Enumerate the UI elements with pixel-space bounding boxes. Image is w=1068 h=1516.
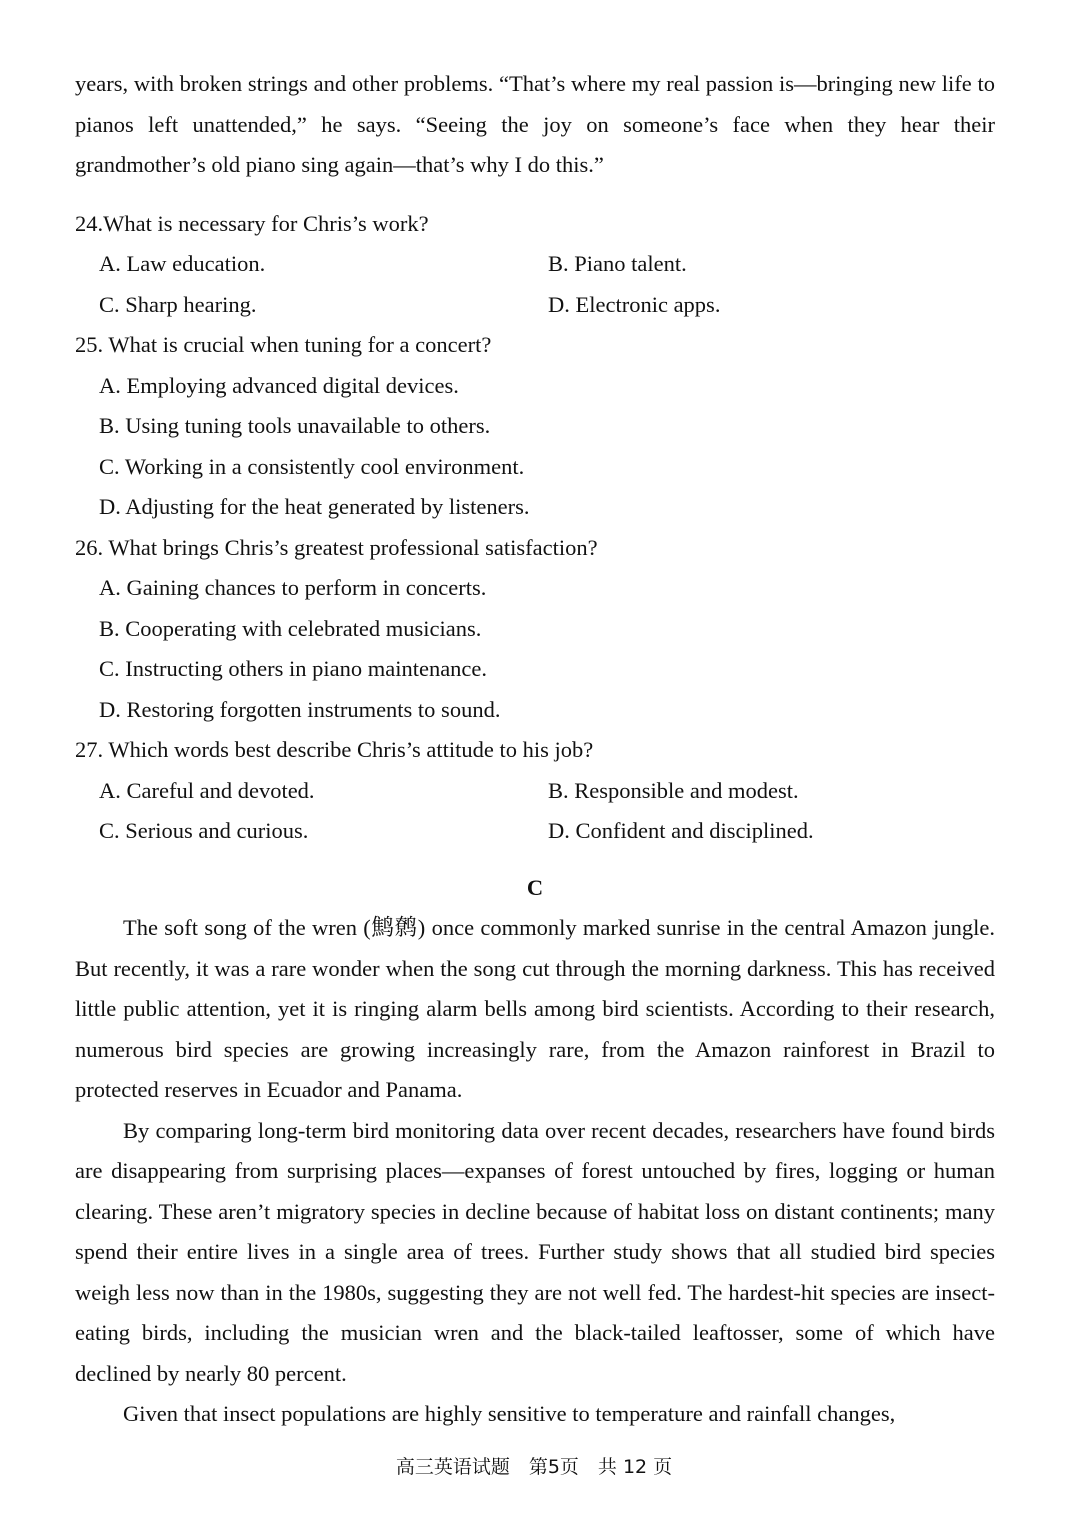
option-b[interactable]: B. Using tuning tools unavailable to others. — [99, 413, 491, 438]
question-25 — [75, 325, 995, 528]
option-c[interactable]: C. Serious and curious. — [99, 818, 309, 843]
question-26 — [75, 528, 995, 731]
page-footer: 高三英语试题 第5页 共 12 页 — [395, 1456, 673, 1478]
option-b[interactable]: B. Responsible and modest. — [548, 777, 799, 803]
question-stem: 25. What is crucial when tuning for a concert? — [75, 332, 492, 357]
section-c-paragraph-3: Given that insect populations are highly sensitive to temperature and rainfall changes, — [123, 1401, 896, 1426]
section-heading: C — [526, 874, 544, 900]
question-stem: 24.What is necessary for Chris’s work? — [75, 210, 429, 236]
option-a[interactable]: A. Gaining chances to perform in concerts. — [99, 575, 487, 600]
option-b[interactable]: B. Piano talent. — [548, 251, 687, 276]
exam-page — [75, 64, 995, 1435]
option-c[interactable]: C. Instructing others in piano maintenance. — [99, 656, 488, 681]
options-list — [75, 366, 995, 528]
option-a[interactable]: A. Employing advanced digital devices. — [99, 372, 459, 398]
question-stem: 26. What brings Chris’s greatest professional satisfaction? — [75, 534, 598, 560]
option-c[interactable]: C. Working in a consistently cool environment. — [99, 453, 525, 479]
question-stem: 27. Which words best describe Chris’s attitude to his job? — [75, 737, 594, 762]
options-list — [75, 244, 995, 325]
options-list — [75, 568, 995, 730]
question-27 — [75, 730, 995, 852]
option-b[interactable]: B. Cooperating with celebrated musicians. — [99, 615, 482, 641]
section-c-paragraph-2: By comparing long-term bird monitoring data over recent decades, researchers have found birds are disappearing from surprising places—expanses of forest untouched by fires, logging or human clearing. These aren’t migratory species in decline because of habitat loss on distant continents; many spend their entire lives in a single area of trees. Further study shows that all studied bird species weigh less now than in the 1980s, suggesting they are not well fed. The hardest-hit species are insect-eating birds, including the musician wren and the black-tailed leaftosser, some of which have declined by nearly 80 percent. — [75, 1117, 995, 1386]
option-c[interactable]: C. Sharp hearing. — [99, 291, 257, 317]
option-d[interactable]: D. Restoring forgotten instruments to sound. — [99, 696, 501, 722]
option-d[interactable]: D. Electronic apps. — [548, 291, 721, 317]
option-a[interactable]: A. Law education. — [99, 251, 266, 276]
question-24 — [75, 204, 995, 326]
option-d[interactable]: D. Confident and disciplined. — [548, 818, 814, 843]
option-a[interactable]: A. Careful and devoted. — [99, 777, 315, 803]
section-c-paragraph-1: The soft song of the wren (鹪鹩) once commonly marked sunrise in the central Amazon jungle. But recently, it was a rare wonder when the song cut through the morning darkness. This has received little public attention, yet it is ringing alarm bells among bird scientists. According to their research, numerous bird species are growing increasingly rare, from the Amazon rainforest in Brazil to protected reserves in Ecuador and Panama. — [75, 915, 995, 1102]
intro-paragraph: years, with broken strings and other problems. “That’s where my real passion is—bringing new life to pianos left unattended,” he says. “Seeing the joy on someone’s face when they hear their grandmother’s old piano sing again—that’s why I do this.” — [75, 71, 995, 177]
options-list — [75, 771, 995, 852]
option-d[interactable]: D. Adjusting for the heat generated by listeners. — [99, 494, 530, 519]
